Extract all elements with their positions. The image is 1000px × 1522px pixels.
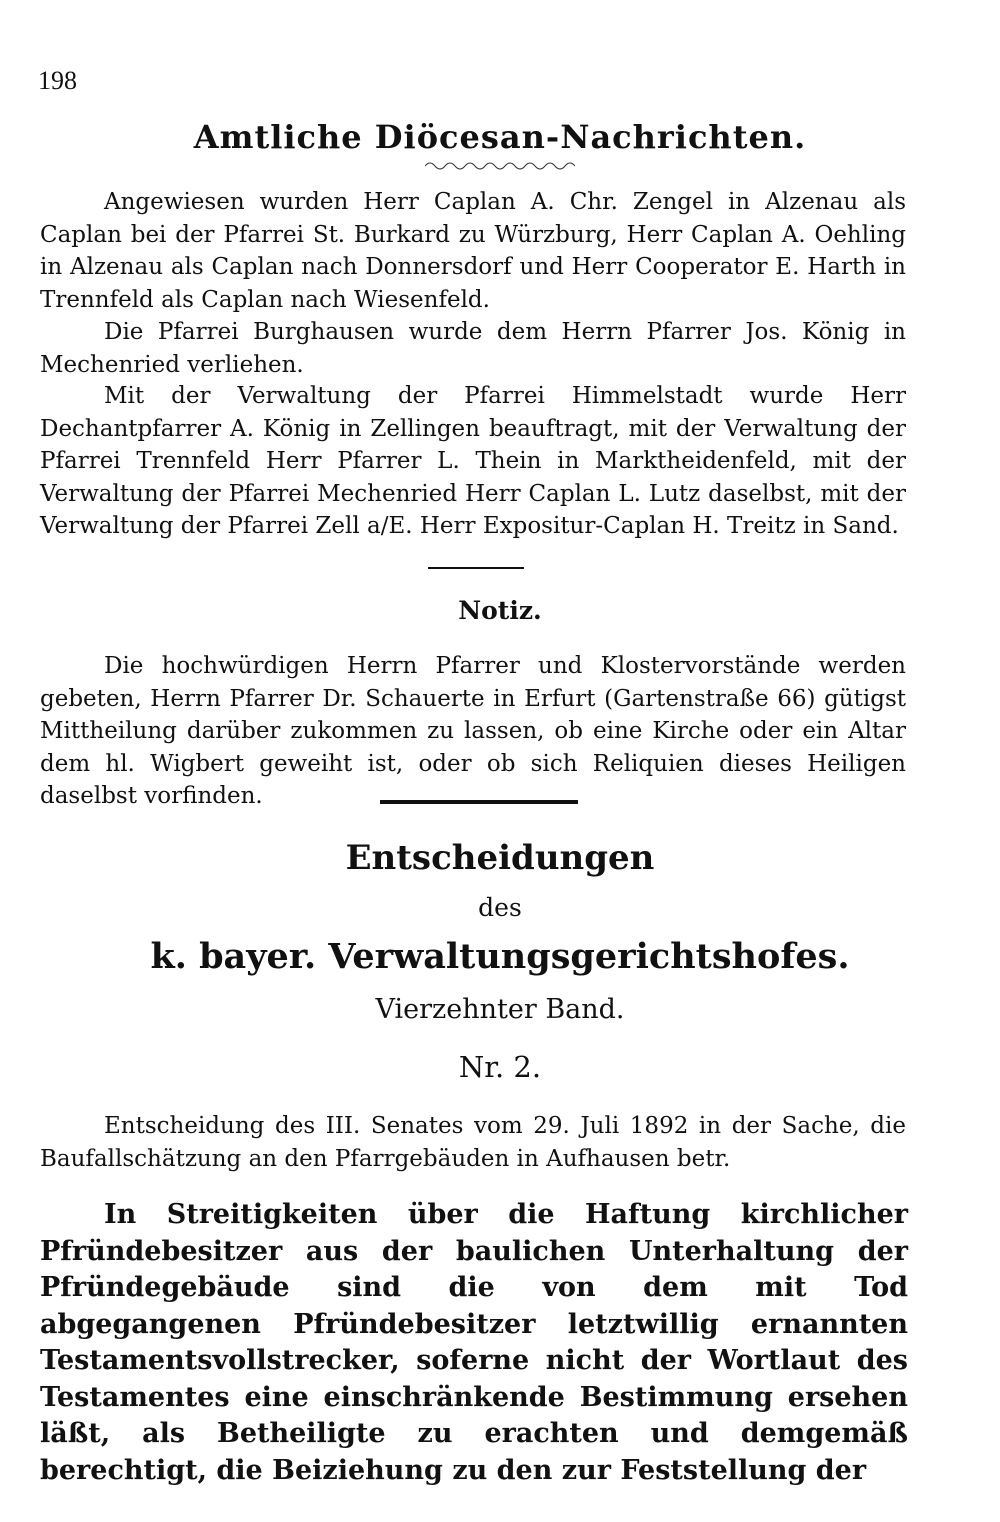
volume-label: Vierzehnter Band. — [375, 994, 625, 1025]
ornamental-squiggle — [425, 160, 575, 172]
announcement-paragraph: Angewiesen wurden Herr Caplan A. Chr. Zengel in Alzenau als Caplan bei der Pfarrei St. Burkard zu Würzburg, Herr Caplan A. Oehling in Alzenau als Caplan nach Donnersdorf und Herr Cooperator E. Harth in Trennfeld als Caplan nach Wiesenfeld. — [40, 189, 906, 313]
decision-headnote: In Streitigkeiten über die Haftung kirchlicher Pfründebesitzer aus der baulichen Unterhaltung der Pfründegebäude sind die von dem mit Tod abgegangenen Pfründebesitzer letztwillig ernannten Testamentsvollstrecker, soferne nicht der Wortlaut des Testamentes eine einschränkende Bestimmung ersehen läßt, als Betheiligte zu erachten und demgemäß berechtigt, die Beiziehung zu den zur Feststellung der — [40, 1199, 908, 1486]
decision-number: Nr. 2. — [458, 1050, 542, 1084]
announcement-paragraph: Mit der Verwaltung der Pfarrei Himmelstadt wurde Herr Dechantpfarrer A. König in Zellingen beauftragt, mit der Verwaltung der Pfarrei Trennfeld Herr Pfarrer L. Thein in Marktheidenfeld, mit der Verwaltung der Pfarrei Mechenried Herr Caplan L. Lutz daselbst, mit der Verwaltung der Pfarrei Zell a/E. Herr Expositur-Caplan H. Treitz in Sand. — [40, 383, 906, 539]
section-divider — [428, 567, 524, 569]
page-number: 198 — [38, 66, 77, 95]
section-title: Amtliche Diöcesan-Nachrichten. — [193, 118, 807, 156]
decisions-title: Entscheidungen — [345, 838, 655, 878]
decisions-court-title: k. bayer. Verwaltungsgerichtshofes. — [150, 936, 850, 977]
decisions-title-des: des — [478, 893, 522, 922]
decision-intro: Entscheidung des III. Senates vom 29. Juli 1892 in der Sache, die Baufallschätzung an den Pfarrgebäuden in Aufhausen betr. — [40, 1113, 906, 1172]
section-divider-bold — [380, 800, 578, 804]
announcement-paragraph: Die Pfarrei Burghausen wurde dem Herrn Pfarrer Jos. König in Mechenried verliehen. — [40, 319, 906, 378]
notice-title: Notiz. — [458, 596, 542, 625]
notice-paragraph: Die hochwürdigen Herrn Pfarrer und Klostervorstände werden gebeten, Herrn Pfarrer Dr. Schauerte in Erfurt (Gartenstraße 66) gütigst Mittheilung darüber zukommen zu lassen, ob eine Kirche oder ein Altar dem hl. Wigbert geweiht ist, oder ob sich Reliquien dieses Heiligen daselbst vorfinden. — [40, 653, 906, 809]
